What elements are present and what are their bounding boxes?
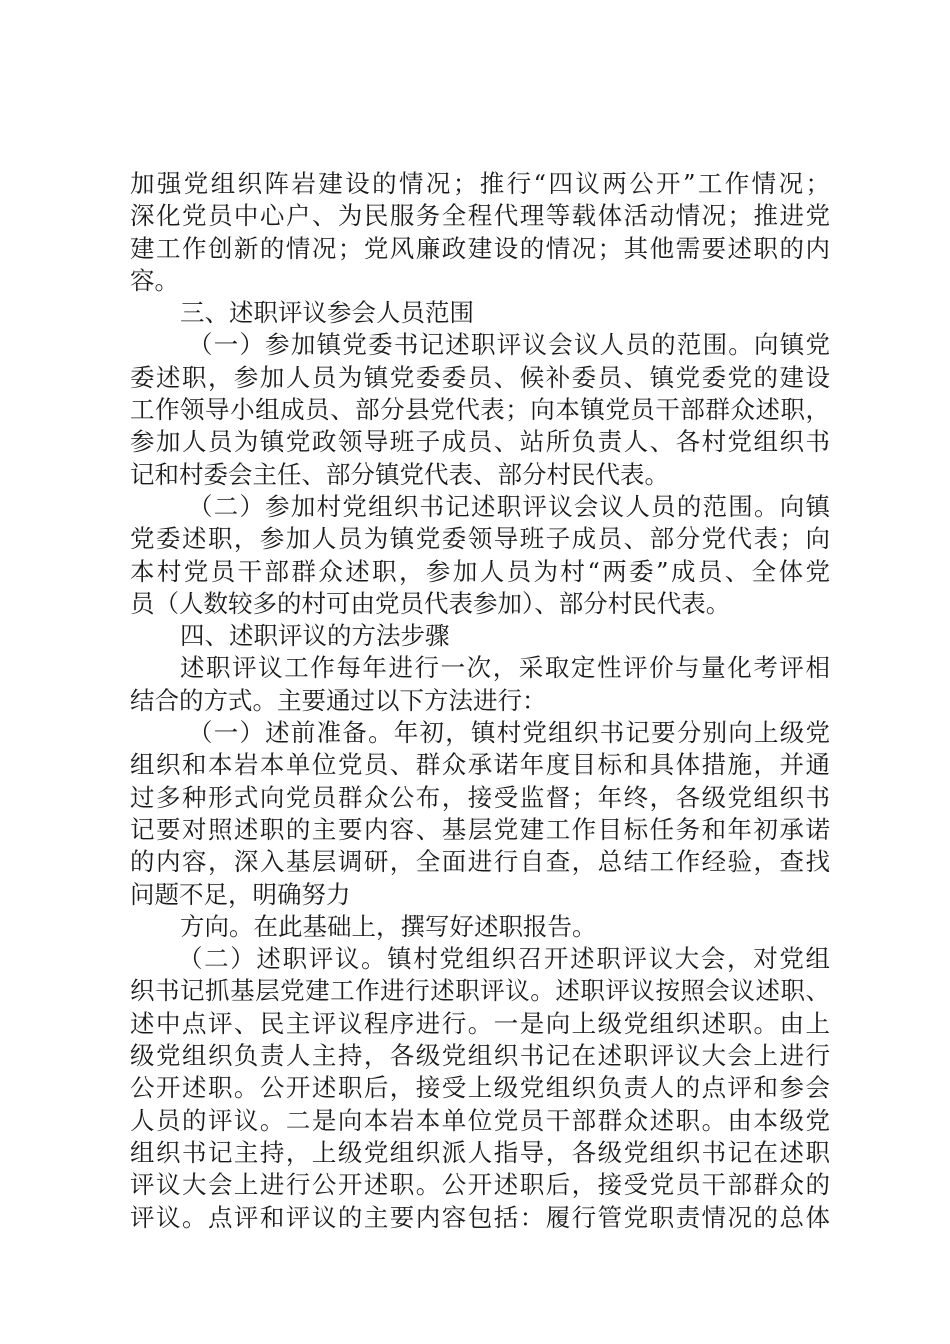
text-line: 组织和本岩本单位党员、群众承诺年度目标和具体措施，并通 (130, 750, 830, 780)
text-line: 的内容，深入基层调研，全面进行自查，总结工作经验，查找 (130, 847, 830, 877)
text-line: （一）述前准备。年初，镇村党组织书记要分别向上级党 (188, 718, 830, 748)
text-line: 过多种形式向党员群众公布，接受监督；年终，各级党组织书 (130, 782, 830, 812)
document-body (130, 168, 830, 1234)
text-line: 级党组织负责人主持，各级党组织书记在述职评议大会上进行 (130, 1041, 830, 1071)
text-line: 建工作创新的情况；党风廉政建设的情况；其他需要述职的内 (130, 233, 830, 263)
text-line: 问题不足，明确努力 (130, 879, 351, 909)
text-line: （一）参加镇党委书记述职评议会议人员的范围。向镇党 (188, 330, 830, 360)
text-line: 评议。点评和评议的主要内容包括：履行管党职责情况的总体 (130, 1202, 830, 1232)
text-line: 评议大会上进行公开述职。公开述职后，接受党员干部群众的 (130, 1170, 830, 1200)
text-line: 员（人数较多的村可由党员代表参加）、部分村民代表。 (130, 588, 731, 618)
text-line: 容。 (130, 265, 179, 295)
text-line: 组织书记主持，上级党组织派人指导，各级党组织书记在述职 (130, 1137, 830, 1167)
text-line: 记要对照述职的主要内容、基层党建工作目标任务和年初承诺 (130, 814, 830, 844)
text-line: 四、述职评议的方法步骤 (180, 621, 450, 651)
text-line: 党委述职，参加人员为镇党委领导班子成员、部分党代表；向 (130, 524, 830, 554)
text-line: 本村党员干部群众述职，参加人员为村“两委”成员、全体党 (130, 556, 830, 586)
text-line: 述职评议工作每年进行一次，采取定性评价与量化考评相 (180, 653, 830, 683)
text-line: （二）述职评议。镇村党组织召开述职评议大会，对党组 (178, 944, 830, 974)
text-line: 参加人员为镇党政领导班子成员、站所负责人、各村党组织书 (130, 427, 830, 457)
text-line: 述中点评、民主评议程序进行。一是向上级党组织述职。由上 (130, 1008, 830, 1038)
text-line: 织书记抓基层党建工作进行述职评议。述职评议按照会议述职、 (130, 976, 830, 1006)
text-line: 公开述职。公开述职后，接受上级党组织负责人的点评和参会 (130, 1073, 830, 1103)
text-line: 深化党员中心户、为民服务全程代理等载体活动情况；推进党 (130, 201, 830, 231)
text-line: 工作领导小组成员、部分县党代表；向本镇党员干部群众述职， (130, 395, 830, 425)
text-line: 结合的方式。主要通过以下方法进行： (130, 685, 547, 715)
text-line: 三、述职评议参会人员范围 (180, 298, 474, 328)
text-line: （二）参加村党组织书记述职评议会议人员的范围。向镇 (188, 491, 830, 521)
text-line: 委述职，参加人员为镇党委委员、候补委员、镇党委党的建设 (130, 362, 830, 392)
text-line: 记和村委会主任、部分镇党代表、部分村民代表。 (130, 459, 669, 489)
text-line: 人员的评议。二是向本岩本单位党员干部群众述职。由本级党 (130, 1105, 830, 1135)
text-line: 加强党组织阵岩建设的情况；推行“四议两公开”工作情况； (130, 169, 830, 198)
text-line: 方向。在此基础上，撰写好述职报告。 (180, 911, 597, 941)
